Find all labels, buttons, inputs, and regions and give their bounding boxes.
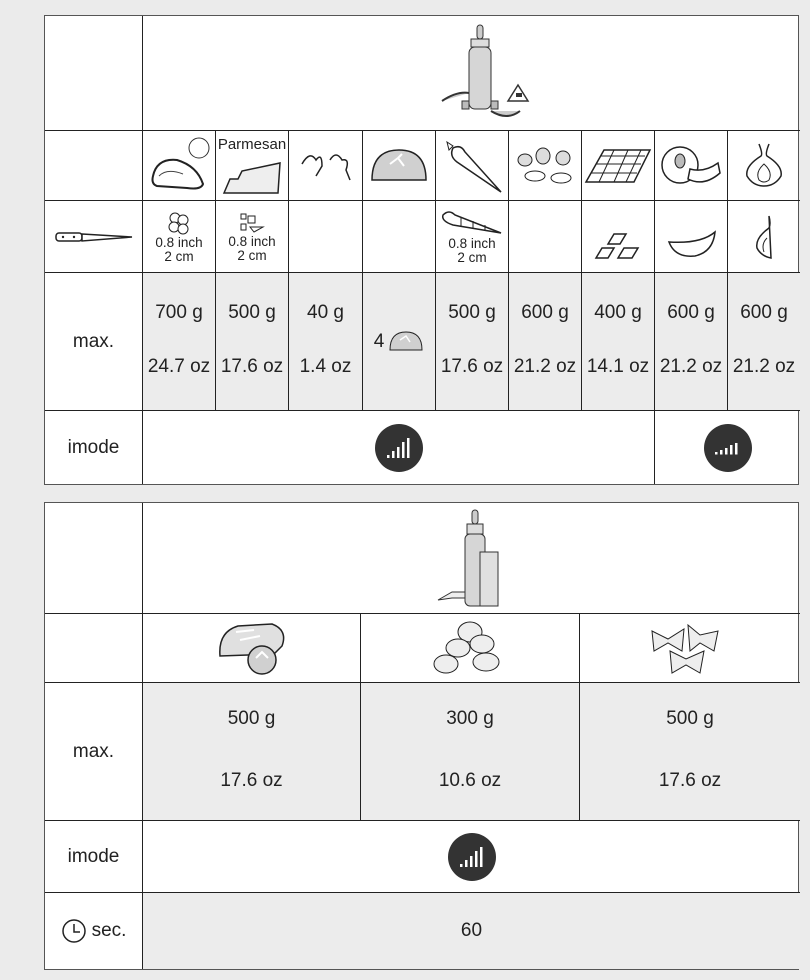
cut-size-cm: 2 cm xyxy=(237,247,267,263)
bread-roll-icon xyxy=(388,330,424,354)
cut-apple-cell xyxy=(655,201,728,273)
max-grams: 300 g xyxy=(446,707,494,729)
max-ounces: 10.6 oz xyxy=(438,769,502,791)
max-ounces: 17.6 oz xyxy=(220,355,284,377)
max-apple-cell xyxy=(655,273,728,411)
parmesan-label: Parmesan xyxy=(217,136,287,153)
cut-onion-cell xyxy=(728,201,800,273)
imode-cell-main xyxy=(143,411,655,484)
max-meat-cell xyxy=(143,273,216,411)
foods-label-cell xyxy=(45,614,143,683)
appliance-label-cell xyxy=(45,16,143,131)
cut-chocolate-cell xyxy=(582,201,655,273)
chocolate-pieces-icon xyxy=(594,232,642,262)
food-cookies-cell xyxy=(361,614,580,683)
foods-label-cell xyxy=(45,131,143,201)
max-pasta-cell xyxy=(580,683,800,821)
imode-cell-secondary xyxy=(655,411,800,484)
cut-parmesan-cell xyxy=(216,201,289,273)
max-ounces: 1.4 oz xyxy=(299,355,352,377)
sliced-carrot-icon xyxy=(439,209,505,237)
max-almonds-cell xyxy=(509,273,582,411)
max-ounces: 17.6 oz xyxy=(440,355,504,377)
cheese-pieces-icon xyxy=(238,211,266,235)
max-parsley-cell xyxy=(289,273,363,411)
imode-level-low-icon xyxy=(704,424,752,472)
parsley-icon xyxy=(296,146,356,186)
max-parmesan-cell xyxy=(216,273,289,411)
bread-roll-icon xyxy=(368,144,430,188)
max-ounces: 21.2 oz xyxy=(513,355,577,377)
time-value-cell xyxy=(143,893,800,969)
max-grams: 400 g xyxy=(594,301,642,323)
cut-size-inch: 0.8 inch xyxy=(155,234,203,250)
max-grams: 600 g xyxy=(521,301,569,323)
max-grams: 500 g xyxy=(448,301,496,323)
onion-icon xyxy=(741,142,787,190)
onion-slice-icon xyxy=(751,214,777,260)
food-onion-cell xyxy=(728,131,800,201)
blade-table xyxy=(44,502,799,970)
max-onion-cell xyxy=(728,273,800,411)
imode-cell xyxy=(143,821,800,893)
food-parmesan-cell xyxy=(216,131,289,201)
appliance-image-cell xyxy=(143,503,800,614)
imode-label: imode xyxy=(45,411,143,484)
max-grams: 40 g xyxy=(307,301,344,323)
max-grams: 500 g xyxy=(228,301,276,323)
max-ounces: 14.1 oz xyxy=(586,355,650,377)
food-pasta-cell xyxy=(580,614,800,683)
clock-icon xyxy=(61,918,87,944)
food-bread-roll-cell xyxy=(363,131,436,201)
max-label: max. xyxy=(45,683,143,821)
max-count: 4 xyxy=(373,330,385,352)
max-bread-roll-cell xyxy=(363,273,436,411)
cut-parsley-cell xyxy=(289,201,363,273)
max-ounces: 24.7 oz xyxy=(147,355,211,377)
appliance-image-cell xyxy=(143,16,800,131)
cut-bread-cell xyxy=(363,201,436,273)
blade-attachment-icon xyxy=(432,508,522,608)
chopper-blade-icon xyxy=(432,23,532,123)
max-grams: 500 g xyxy=(227,707,276,729)
cut-size-cm: 2 cm xyxy=(457,249,487,265)
parmesan-cheese-icon xyxy=(220,157,284,197)
max-grams: 700 g xyxy=(155,301,203,323)
time-label: sec. xyxy=(91,920,127,941)
food-parsley-cell xyxy=(289,131,363,201)
apple-slice-icon xyxy=(665,228,717,260)
meat-icon xyxy=(147,136,211,196)
max-cookies-cell xyxy=(361,683,580,821)
max-chocolate-cell xyxy=(582,273,655,411)
bread-loaf-icon xyxy=(214,620,290,676)
knife-cell xyxy=(45,201,143,273)
imode-label: imode xyxy=(45,821,143,893)
imode-level-high-icon xyxy=(375,424,423,472)
apple-icon xyxy=(658,143,724,189)
food-carrot-cell xyxy=(436,131,509,201)
cookies-icon xyxy=(430,620,510,676)
chocolate-bar-icon xyxy=(584,146,652,186)
cut-size-inch: 0.8 inch xyxy=(228,233,276,249)
imode-level-high-icon xyxy=(448,833,496,881)
max-ounces: 21.2 oz xyxy=(659,355,723,377)
food-chocolate-cell xyxy=(582,131,655,201)
cut-almonds-cell xyxy=(509,201,582,273)
food-apple-cell xyxy=(655,131,728,201)
cut-carrot-cell xyxy=(436,201,509,273)
appliance-label-cell xyxy=(45,503,143,614)
max-label: max. xyxy=(45,273,143,411)
cut-size-inch: 0.8 inch xyxy=(448,235,496,251)
max-bread-cell xyxy=(143,683,361,821)
food-bread-cell xyxy=(143,614,361,683)
food-almonds-cell xyxy=(509,131,582,201)
diced-cubes-icon xyxy=(166,210,192,236)
food-meat-cell xyxy=(143,131,216,201)
max-ounces: 17.6 oz xyxy=(220,769,283,791)
knife-icon xyxy=(54,229,134,245)
time-label-cell xyxy=(45,893,143,969)
max-grams: 500 g xyxy=(666,707,714,729)
cut-meat-cell xyxy=(143,201,216,273)
max-carrot-cell xyxy=(436,273,509,411)
max-ounces: 21.2 oz xyxy=(732,355,796,377)
almonds-icon xyxy=(515,146,575,186)
carrot-icon xyxy=(439,136,505,196)
max-grams: 600 g xyxy=(667,301,715,323)
max-grams: 600 g xyxy=(740,301,788,323)
cut-size-cm: 2 cm xyxy=(164,248,194,264)
max-ounces: 17.6 oz xyxy=(658,769,722,791)
chopper-table xyxy=(44,15,799,485)
farfalle-pasta-icon xyxy=(648,621,732,675)
time-value: 60 xyxy=(460,920,483,941)
